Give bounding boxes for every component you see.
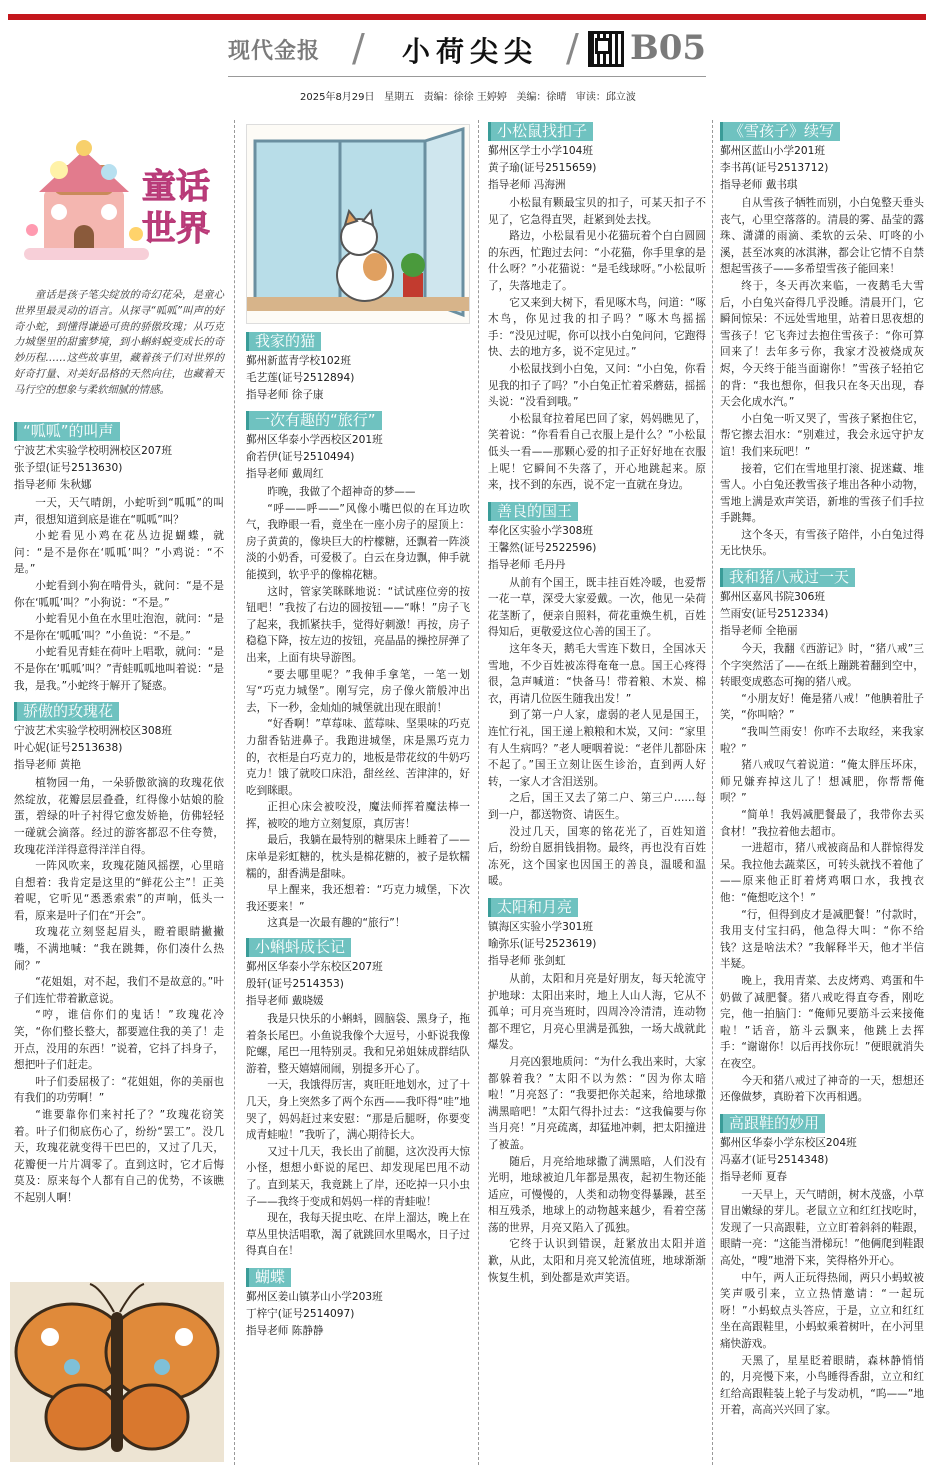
paragraph: “要去哪里呢？”我伸手拿笔，一笔一划写“巧克力城堡”。刚写完，房子像火箭般冲出去，下一秒，金灿灿的城堡就出现在眼前！ (246, 668, 470, 714)
story-teacher: 指导老师 黄艳 (14, 759, 81, 772)
story-teacher: 指导老师 戴晓媛 (246, 995, 324, 1008)
masthead (0, 26, 934, 82)
paragraph: 早上醒来，我还想着：“巧克力城堡，下次我还要来！” (246, 884, 470, 913)
column-rule (712, 120, 713, 1465)
paragraph: 今天，我翻《西游记》时，“猪八戒”三个字突然活了——在纸上蹦跳着翻到空中，转眼变成憨态可掬的猪八戒。 (720, 643, 924, 689)
story-title: “呱呱”的叫声 (14, 422, 120, 441)
paragraph: 叶子们委屈极了：“花姐姐，你的美丽也有我们的功劳啊！” (14, 1075, 224, 1105)
paragraph: 一天早上，天气晴朗，树木茂盛，小草冒出嫩绿的芽儿。老鼠立立和红红找吃时，发现了一只高跟鞋，立立盯着斜斜的鞋跟，眼睛一亮：“这能当滑梯玩！”他俩爬到鞋跟高处，“嗖”地滑下来，笑得格外开心。 (720, 1188, 924, 1268)
paragraph: 小白兔一听又哭了，雪孩子紧抱住它，帮它擦去泪水：“别难过，我会永远守护友谊！我们来玩吧！” (720, 412, 924, 458)
story-teacher: 指导老师 冯海洲 (488, 179, 566, 191)
story-title: 骄傲的玫瑰花 (14, 702, 119, 721)
story-student: 张予望(证号2513630) (14, 462, 123, 474)
paragraph: 路边，小松鼠看见小花猫玩着个白白圆圆的东西，忙跑过去问：“小花猫，你手里拿的是什么呀？”小花猫说：“是毛线球呀。”小松鼠听了，失落地走了。 (488, 230, 706, 292)
proofreader: 审读：邱立波 (575, 92, 636, 103)
newspaper-name: 现代金报 (228, 38, 321, 64)
paragraph: 昨晚，我做了个超神奇的梦—— (267, 486, 416, 498)
paragraph: 天黑了，星星眨着眼睛，森林静悄悄的，月亮慢下来，小鸟睡得香甜，立立和红红给高跟鞋装上轮子与发动机，“呜——”地开着，高高兴兴回了家。 (720, 1354, 924, 1417)
artwork-school: 鄞州区姜山镇茅山小学203班 (246, 1290, 383, 1303)
story-title: 太阳和月亮 (488, 898, 578, 917)
story-school: 鄞州区蓝山小学201班 (720, 145, 825, 157)
paragraph: 从前有个国王，既丰挂百姓冷暖，也爱帮一花一草，深受大家爱戴。一次，他见一朵荷花茎断了，便亲自照料，荷花重焕生机，百姓得知后，更敬爱这位心善的国王了。 (488, 576, 706, 639)
paragraph: 这真是一次最有趣的“旅行”！ (267, 917, 406, 930)
paragraph: 又过十几天，我长出了前腿，这次没再大惊小怪，想想小虾说的尾巴、却发现尾巴甩不动了。直到某天，我竟跳上了岸，还吃掉一只小虫子——我终于变成和妈妈一样的青蛙啦！ (246, 1145, 470, 1208)
paragraph: 自从雪孩子牺牲而别，小白兔整天垂头丧气，心里空落落的。清晨的雾、晶莹的露珠、潇潇的雨滴、柔软的云朵、叮咚的小溪，甚至冰爽的冰淇淋，都会让它情不自禁想起雪孩子——多希望雪孩子能回来！ (720, 197, 924, 276)
story-title: 一次有趣的“旅行” (246, 411, 382, 430)
story-student: 叶心妮(证号2513638) (14, 742, 123, 755)
paragraph: 小蛇看到小狗在啃骨头，就问：“是不是你在‘呱呱’叫？”小狗说：“不是。” (14, 579, 224, 609)
story-teacher: 指导老师 朱秋娜 (14, 479, 92, 491)
paragraph: 之后，国王又去了第二户、第三户……每到一户，都送物资、请医生。 (488, 792, 706, 821)
paragraph: “花姐姐，对不起，我们不是故意的。”叶子们连忙带着歉意说。 (14, 976, 224, 1005)
cat-drawing (246, 124, 470, 324)
column-1 (14, 420, 224, 1207)
column-rule (478, 120, 479, 1465)
paragraph: 随后，月亮给地球撒了满黑暗，人们没有光明，地球被迫几年都是黑夜，起初生物还能适应，可慢慢的，人类和动物变得暴躁，甚至相互残杀，地球上的动物越来越少，看着空荡荡的世界，月亮又陷入了孤独。 (488, 1155, 706, 1234)
paragraph: 一阵风吹来，玫瑰花随风摇摆，心里暗自想着：我肯定是这里的“鲜花公主”！正美着呢，它听见“悉悉索索”的声响，低头一看，原来是叶子们在“开会”。 (14, 860, 224, 922)
story-teacher: 指导老师 夏春 (720, 1170, 787, 1183)
artwork-student: 丁梓宁(证号2514097) (246, 1307, 355, 1320)
paragraph: 终于，冬天再次来临，一夜鹅毛大雪后，小白兔兴奋得几乎没睡。清晨开门，它瞬间惊呆：不远处雪地里，站着日思夜想的雪孩子！它飞奔过去抱住雪孩子：“你可算回来了！去年多亏你，我家才没被烧成灰烬，今天终于能当面谢你！”雪孩子轻拍它的背：“我也想你，但我只在冬天出现，春天会化成水汽。” (720, 279, 924, 409)
paragraph: “小朋友好！俺是猪八戒！”他腆着肚子笑，“你叫啥？” (720, 692, 924, 722)
story-student: 竺雨安(证号2512334) (720, 608, 829, 621)
issue-date: 2025年8月29日 (300, 92, 375, 103)
paragraph: 一天，天气晴朗，小蛇听到“呱呱”的叫声，很想知道到底是谁在“呱呱”叫？ (14, 497, 224, 526)
story-student: 李书苒(证号2513712) (720, 162, 829, 174)
paragraph: 植物园一角，一朵骄傲欲滴的玫瑰花依然绽放，花瓣层层叠叠，红得像小姑娘的脸蛋，碧绿的叶子衬得它愈发娇艳，仿佛轻轻一碰就会滴落。经过的游客都忍不住夸赞，玫瑰花洋洋得意得洋洋自得。 (14, 777, 224, 856)
paragraph: “哼，谁信你们的鬼话！”玫瑰花冷笑，“你们整长整大，都要遮住我的美了！走开点，没用的东西！”说着，它抖了抖身子，想把叶子们赶走。 (14, 1009, 224, 1072)
artwork-student: 毛艺莲(证号2512894) (246, 372, 355, 384)
paragraph: 晚上，我用青菜、去皮烤鸡、鸡蛋和牛奶做了减肥餐。猪八戒吃得直夸香，刚吃完，他一拍脑门：“俺师兄要筋斗云来接俺啦！”话音，筋斗云飘来，他跳上去挥手：“谢谢你！以后再找你玩！”便眼就消失在夜空。 (720, 974, 924, 1070)
paragraph: 月亮凶狠地质问：“为什么我出来时，大家都躲着我？”太阳不以为然：“因为你太暗啦！”月亮怒了：“我要把你关起来，给地球撒满黑暗吧！”太阳气得扑过去：“这我偏要与你当月亮！”月亮疏离，却猛地冲刺，把太阳撞进了被盖。 (488, 1055, 706, 1151)
column-2 (246, 330, 470, 1341)
story-school: 鄞州区嘉风书院306班 (720, 591, 825, 604)
paragraph: 今天和猪八戒过了神奇的一天，想想还还像做梦，真盼着下次再相遇。 (720, 1074, 924, 1104)
masthead-rule (228, 76, 706, 77)
paragraph: 到了第一户人家，虚弱的老人见是国王，连忙行礼，国王递上粮粮和木炭，又问：“家里有人生病吗？”老人哽咽着说：“老伴儿都卧床不起了。”国王立刻让医生诊治，直到两人好转，一家人才含泪送别。 (488, 709, 706, 788)
paragraph: “谁要靠你们来衬托了？”玫瑰花窃笑着。叶子们彻底伤心了，纷纷“罢工”。没几天，玫瑰花就变得干巴巴的，又过了几天，花瓣便一片片凋零了。直到这时，它才后悔莫及：原来每个人都有自己的优势，不该瞧不起别人啊！ (14, 1109, 224, 1204)
paragraph: 小松鼠找到小白兔，又问：“小白兔，你看见我的扣子了吗？”小白兔正忙着采蘑菇，摇摇头说：“没看到哦。” (488, 362, 706, 409)
fairy-title-2: 世界 (142, 209, 210, 249)
artwork-title: 蝴蝶 (246, 1268, 291, 1287)
paragraph: 从前，太阳和月亮是好朋友，每天轮流守护地球：太阳出来时，地上人山人海，它从不孤单；可月亮当班时，四周冷冷清清，连动物都不理它，月亮心里满是孤独，一场大战就此爆发。 (488, 972, 706, 1052)
paragraph: “行，但得到皮才是减肥餐！”付款时，我用支付宝扫码，他急得大叫：“你不给钱？这是啥法术？”我解释半天，他才半信半疑。 (720, 908, 924, 971)
top-red-bar (8, 14, 926, 20)
paragraph: 小蛇看见小鱼在水里吐泡泡，就问：“是不是你在‘呱呱’叫？”小鱼说：“不是。” (14, 613, 224, 642)
paragraph: 这时，管家笑眯眯地说：“试试座位旁的按钮吧！”我按了右边的圆按钮——“咻！”房子飞了起来，我抓紧扶手，觉得好刺激！再按，房子稳稳下降，按左边的按钮，亮晶晶的操控屏弹了出来，上面有块导游图。 (246, 585, 470, 664)
artwork-teacher: 指导老师 陈静静 (246, 1324, 324, 1337)
paragraph: 玫瑰花立刻竖起眉头，瞪着眼睛撇撇嘴，不满地喊：“我在跳舞，你们凑什么热闹？” (14, 926, 224, 972)
story-teacher: 指导老师 张剑虹 (488, 954, 566, 967)
story-student: 冯嘉才(证号2514348) (720, 1153, 829, 1166)
artwork-teacher: 指导老师 徐子康 (246, 389, 324, 401)
art-editor: 美编：徐晴 (516, 92, 567, 103)
story-school: 鄞州区华泰小学西校区201班 (246, 434, 383, 446)
paragraph: 接着，它们在雪地里打滚、捉迷藏、堆雪人。小白兔还教雪孩子堆出各种小动物，雪地上满是欢声笑语，新堆的雪孩子们手拉手跳舞。 (720, 462, 924, 525)
credits-line (300, 88, 660, 103)
story-title: 我和猪八戒过一天 (720, 568, 855, 587)
story-teacher: 指导老师 戴书琪 (720, 179, 798, 191)
artwork-title: 我家的猫 (246, 332, 321, 351)
story-teacher: 指导老师 戴周红 (246, 468, 324, 480)
paragraph: 小松鼠有颗最宝贝的扣子，可某天扣子不见了，它急得直哭，赶紧到处去找。 (488, 197, 706, 226)
paragraph: 中午，两人正玩得热闹，两只小蚂蚁被笑声吸引来，立立热情邀请：“一起玩呀！”小蚂蚁点头答应，于是，立立和红红坐在高跟鞋里，小蚂蚁乘着树叶，在小河里痛快游戏。 (720, 1271, 924, 1351)
intro-text: 童话是孩子笔尖绽放的奇幻花朵，是童心世界里最灵动的语言。从探寻“呱呱”叫声的好奇小蛇，到懂得谦逊可贵的骄傲玫瑰；从巧克力城堡里的甜蜜梦境，到小蝌蚪蜕变成长的奇妙历程……这些故事里，藏着孩子们对世界的好奇打量、对美好品格的天然向往，也藏着天马行空的想象与柔软细腻的情感。 (14, 289, 224, 396)
story-student: 俞若伊(证号2510494) (246, 451, 355, 463)
story-school: 鄞州区学士小学104班 (488, 145, 593, 157)
paragraph: 它又来到大树下，看见啄木鸟，问道：“啄木鸟，你见过我的扣子吗？”啄木鸟摇摇手：“没见过呢，你可以找小白兔问问，它跑得快、去的地方多，说不定见过。” (488, 296, 706, 359)
editor: 责编：徐徐 王婷婷 (423, 92, 507, 103)
paragraph: 这个冬天，有雪孩子陪伴，小白兔过得无比快乐。 (720, 528, 924, 558)
paragraph: “简单！我妈减肥餐最了，我带你去买食材！”我拉着他去超市。 (720, 809, 924, 838)
column-3 (488, 120, 706, 1286)
weekday: 星期五 (384, 92, 415, 103)
story-school: 宁波艺术实验学校明洲校区207班 (14, 445, 172, 457)
story-student: 殷轩(证号2514353) (246, 978, 344, 991)
butterfly-drawing (10, 1282, 224, 1462)
paragraph: 正担心床会被咬没，魔法师挥着魔法棒一挥，被咬的地方立刻复原，真厉害！ (246, 801, 470, 830)
paragraph: 现在，我每天捉虫吃、在岸上溜达，晚上在草丛里快活唱歌，渴了就跳回水里喝水，日子过得真自在！ (246, 1212, 470, 1258)
fairy-tale-header (14, 130, 224, 265)
paragraph: 猪八戒叹气着说道：“俺太胖压坏床，师兄嫌弃掉这儿了！想减肥，你帮帮俺呗？” (720, 759, 924, 805)
paragraph: 我是只快乐的小蝌蚪，圆脑袋、黑身子，拖着条长尾巴。小鱼说我像个大逗号，小虾说我像陀螺，尾巴一甩特别灵。我和兄弟姐妹成群结队游着，整天嬉嬉闹闹，别提多开心了。 (246, 1013, 470, 1075)
paragraph: 小松鼠耷拉着尾巴回了家，妈妈瞧见了，笑着说：“你看看自己衣服上是什么？”小松鼠低头一看——那颗心爱的扣子正好好地在衣服上呢！它瞬间不失落了，开心地跳起来。原来，找不到的东西，说不定一直就在身边。 (488, 412, 706, 492)
story-title: 高跟鞋的妙用 (720, 1114, 825, 1133)
paragraph: 它终于认识到错误，赶紧放出太阳并道歉，从此，太阳和月亮又轮流值班，地球渐渐恢复生机，到处都是欢声笑语。 (488, 1238, 706, 1284)
cat-window-icon (247, 125, 470, 324)
story-school: 鄞州区华泰小学东校区207班 (246, 961, 383, 974)
butterfly-icon (10, 1282, 224, 1462)
paragraph: 小蛇看见小鸡在花丛边捉蝴蝶，就问：“是不是你在‘呱呱’叫？”小鸡说：“不是。” (14, 530, 224, 576)
artwork-school: 鄞州新蓝青学校102班 (246, 355, 351, 367)
column-4 (720, 120, 924, 1419)
story-teacher: 指导老师 全艳丽 (720, 625, 798, 638)
paragraph: 没过几天，国寒的铭花光了，百姓知道后，纷纷自愿捐钱捐物。最终，再也没有百姓冻死，这个国家也因国王的善良，温暖和温暖。 (488, 825, 706, 888)
story-student: 黄子瑜(证号2515659) (488, 162, 597, 174)
paragraph: 最后，我躺在最特别的糖果床上睡着了——床单是彩虹糖的，枕头是棉花糖的，被子是软糯糯的，甜香满是甜味。 (246, 834, 470, 880)
slash-divider: / (352, 26, 365, 70)
fairy-title-1: 童话 (142, 167, 210, 207)
story-title: 善良的国王 (488, 502, 578, 521)
column-rule (234, 120, 235, 1465)
story-school: 宁波艺术实验学校明洲校区308班 (14, 725, 172, 738)
paragraph: 这年冬天，鹅毛大雪连下数日，全国冰天雪地，不少百姓被冻得奄奄一息。国王心疼得很，急声喊道：“快备马！带着粮、木炭、棉衣，再请几位医生随我出发！” (488, 643, 706, 705)
paragraph: “我叫竺雨安！你咋不去取经，来我家啦？” (720, 726, 924, 755)
story-title: 小蝌蚪成长记 (246, 938, 351, 957)
story-title: 《雪孩子》续写 (720, 122, 840, 141)
story-school: 镇海区实验小学301班 (488, 920, 593, 933)
story-teacher: 指导老师 毛丹丹 (488, 558, 566, 571)
paragraph: “呼——呼——”风像小嘴巴似的在耳边吹气，我睁眼一看，竟坐在一座小房子的屋顶上：房子黄黄的，像块巨大的柠檬糖，还飘着一阵淡淡的小奶香，可爱极了。白云在身边飘，伸手就能摸到，软乎乎的像棉花糖。 (246, 502, 470, 581)
story-title: 小松鼠找扣子 (488, 122, 593, 141)
story-school: 鄞州区华泰小学东校区204班 (720, 1136, 857, 1149)
paragraph: 一进超市，猪八戒被商品和人群惊得发呆。我拉他去蔬菜区，可转头就找不着他了——原来他正盯着烤鸡咽口水，我拽衣他：“俺想吃这个！” (720, 842, 924, 904)
qr-code-icon[interactable] (588, 31, 624, 67)
paragraph: 小蛇看见青蛙在荷叶上唱歌，就问：“是不是你在‘呱呱’叫？”青蛙呱呱地叫着说：“是我，是我。”小蛇终于解开了疑惑。 (14, 646, 224, 692)
slash-divider: / (566, 26, 579, 70)
paragraph: 一天，我饿得厉害，爽旺旺地划水，过了十几天，身上突然多了两个东西——我吓得“哇”地哭了，妈妈赶过来安慰：“那是后腿呀，你要变成青蛙啦！”我听了，满心期待长大。 (246, 1079, 470, 1142)
section-name: 小荷尖尖 (402, 35, 539, 68)
page-number: B05 (630, 28, 707, 68)
story-school: 奉化区实验小学308班 (488, 524, 593, 537)
story-student: 王馨然(证号2522596) (488, 541, 597, 554)
story-student: 喻弥乐(证号2523619) (488, 937, 597, 950)
paragraph: “好香啊！”草莓味、蓝莓味、坚果味的巧克力甜香钻进鼻子。我跑进城堡，床是黑巧克力的，衣柜是白巧克力的，地板是带花纹的牛奶巧克力！饿了就咬口床沿，甜丝丝、苦津津的，好吃到眯眼。 (246, 718, 470, 797)
